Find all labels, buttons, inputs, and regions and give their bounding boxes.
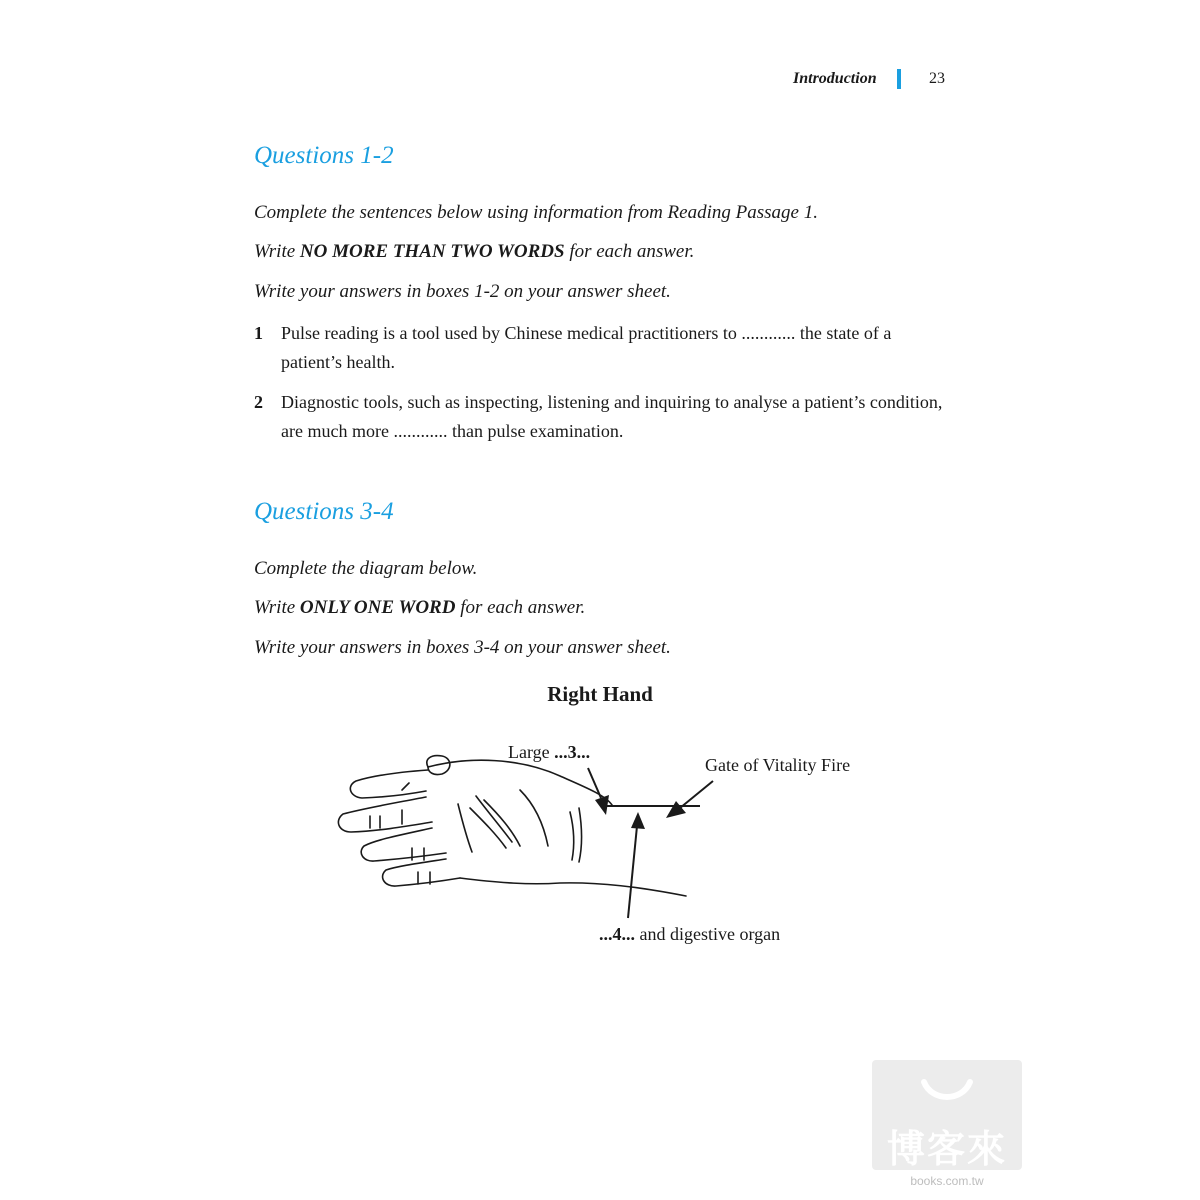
watermark-text: 博客來 — [886, 1127, 1007, 1171]
questions-3-4-heading: Questions 3-4 — [254, 498, 394, 525]
question-text: Diagnostic tools, such as inspecting, listening and inquiring to analyse a patient’s condition, are much more ............ than pulse examination. — [281, 392, 943, 441]
arrow-large-3 — [588, 768, 601, 798]
q3-4-instruction-answer-sheet: Write your answers in boxes 3-4 on your answer sheet. — [254, 637, 671, 658]
pulse-pointers — [588, 768, 713, 918]
answer-gap-4: ...4... — [599, 924, 635, 944]
q3-4-instruction-word-limit: Write ONLY ONE WORD for each answer. — [254, 597, 586, 618]
header-section-title: Introduction — [793, 70, 877, 87]
label-gate-of-vitality-fire: Gate of Vitality Fire — [705, 755, 851, 775]
word-limit-emphasis: NO MORE THAN TWO WORDS — [299, 241, 565, 262]
arrow-gate-of-vitality — [680, 781, 713, 808]
q1-2-instruction-answer-sheet: Write your answers in boxes 1-2 on your answer sheet. — [254, 281, 671, 302]
questions-1-2-heading: Questions 1-2 — [254, 142, 394, 169]
page-number: 23 — [929, 70, 945, 87]
diagram-title: Right Hand — [547, 682, 653, 706]
answer-gap-3: ...3... — [554, 742, 591, 762]
label-large-3: Large ...3... — [508, 742, 591, 762]
q1-2-instruction-complete: Complete the sentences below using information from Reading Passage 1. — [254, 202, 818, 223]
arrowhead-label-4 — [631, 812, 645, 829]
word-limit-emphasis: ONLY ONE WORD — [299, 597, 456, 618]
arrow-label-4 — [628, 826, 637, 918]
question-text: Pulse reading is a tool used by Chinese medical practitioners to ............ the state of a patient’s health. — [281, 323, 892, 372]
q3-4-instruction-complete: Complete the diagram below. — [254, 558, 478, 579]
arrowhead-gate-of-vitality — [666, 801, 686, 818]
question-number: 2 — [254, 392, 263, 412]
watermark-smile-icon — [872, 1060, 1022, 1120]
arrowhead-large-3 — [595, 795, 609, 815]
watermark-url: books.com.tw — [910, 1174, 984, 1188]
question-number: 1 — [254, 323, 263, 343]
q1-2-instruction-word-limit: Write NO MORE THAN TWO WORDS for each answer. — [254, 241, 695, 262]
label-4-digestive-organ: ...4... and digestive organ — [599, 924, 781, 944]
